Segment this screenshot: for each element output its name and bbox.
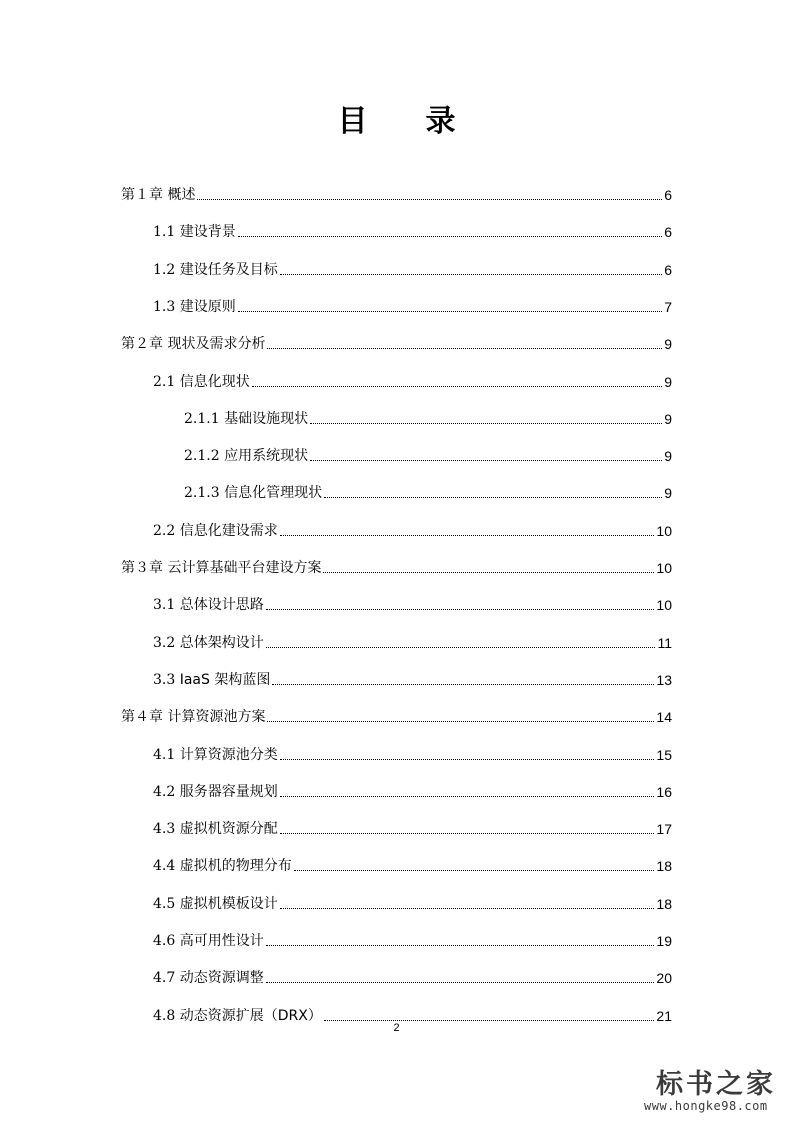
toc-entry-number: 第２章 [121, 336, 168, 352]
page-number: 2 [393, 1022, 400, 1034]
toc-entry-number: 3.1 [153, 597, 180, 613]
toc-entry-number: 4.1 [153, 747, 180, 763]
toc-entry-page: 7 [664, 299, 672, 315]
toc-entry[interactable] [153, 594, 672, 614]
toc-entry-number: 4.4 [153, 858, 180, 874]
toc-dot-leader [324, 1019, 655, 1021]
toc-entry[interactable] [153, 893, 672, 913]
toc-entry-page: 18 [656, 896, 672, 912]
toc-entry-title: 信息化建设需求 [179, 523, 278, 539]
toc-entry-number: 2.1.3 [184, 485, 225, 501]
watermark-title: 标书之家 [656, 1069, 776, 1100]
toc-entry-page: 20 [656, 970, 672, 986]
toc-dot-leader [238, 310, 662, 312]
toc-entry[interactable] [184, 445, 672, 465]
toc-entry-page: 9 [664, 485, 672, 501]
watermark-url: www.hongke98.com [644, 1099, 768, 1113]
toc-entry-page: 10 [656, 523, 672, 539]
toc-entry-number: 4.5 [153, 896, 180, 912]
toc-entry-title: 云计算基础平台建设方案 [167, 560, 322, 576]
toc-entry[interactable] [153, 744, 672, 764]
toc-entry-title: 高可用性设计 [179, 933, 264, 949]
toc-entry-page: 16 [656, 784, 672, 800]
toc-entry[interactable] [153, 669, 672, 689]
toc-entry-title: 动态资源扩展（DRX） [179, 1008, 322, 1024]
toc-entry-number: 第１章 [121, 187, 168, 203]
toc-entry-number: 4.8 [153, 1008, 180, 1024]
toc-entry-page: 6 [664, 224, 672, 240]
watermark-logo [640, 1062, 790, 1118]
toc-entry-title: 信息化现状 [179, 374, 250, 390]
toc-entry-number: 1.3 [153, 299, 180, 315]
toc-entry-page: 15 [656, 747, 672, 763]
toc-entry-title: 服务器容量规划 [179, 784, 278, 800]
toc-dot-leader [280, 273, 662, 275]
toc-dot-leader [238, 235, 662, 237]
toc-dot-leader [266, 944, 655, 946]
toc-dot-leader [280, 534, 655, 536]
toc-entry-title: 动态资源调整 [179, 970, 264, 986]
toc-entry-number: 4.2 [153, 784, 180, 800]
toc-entry-title: 虚拟机资源分配 [179, 821, 278, 837]
toc-entry-page: 9 [664, 336, 672, 352]
toc-entry[interactable] [153, 371, 672, 391]
toc-dot-leader [266, 981, 655, 983]
toc-entry-title: 建设背景 [179, 224, 236, 240]
toc-entry-page: 13 [656, 672, 672, 688]
toc-entry-title: 建设任务及目标 [179, 262, 278, 278]
toc-entry-title: 计算资源池方案 [167, 709, 266, 725]
toc-entry-title: IaaS 架构蓝图 [179, 672, 271, 688]
toc-entry-title: 基础设施现状 [224, 411, 309, 427]
toc-dot-leader [267, 347, 662, 349]
toc-dot-leader [310, 422, 662, 424]
toc-entry[interactable] [153, 520, 672, 540]
toc-dot-leader [252, 385, 662, 387]
toc-entry[interactable] [121, 706, 672, 726]
toc-entry-page: 18 [656, 858, 672, 874]
toc-dot-leader [310, 459, 662, 461]
toc-entry-page: 9 [664, 448, 672, 464]
toc-entry-number: 1.1 [153, 224, 180, 240]
toc-entry-title: 虚拟机模板设计 [179, 896, 278, 912]
toc-entry-title: 虚拟机的物理分布 [179, 858, 292, 874]
toc-entry-number: 2.2 [153, 523, 180, 539]
toc-entry-title: 总体架构设计 [179, 635, 264, 651]
toc-dot-leader [280, 795, 655, 797]
toc-entry-page: 6 [664, 187, 672, 203]
toc-dot-leader [197, 198, 662, 200]
toc-entry-number: 3.2 [153, 635, 180, 651]
toc-entry-title: 概述 [167, 187, 196, 203]
toc-dot-leader [272, 683, 654, 685]
toc-dot-leader [280, 907, 655, 909]
toc-entry-page: 6 [664, 262, 672, 278]
toc-entry-page: 9 [664, 374, 672, 390]
toc-entry-title: 建设原则 [179, 299, 236, 315]
toc-entry-page: 21 [656, 1008, 672, 1024]
toc-entry-number: 2.1.1 [184, 411, 225, 427]
toc-entry[interactable] [153, 296, 672, 316]
toc-entry-page: 9 [664, 411, 672, 427]
toc-entry-number: 4.7 [153, 970, 180, 986]
toc-entry-title: 现状及需求分析 [167, 336, 266, 352]
toc-entry[interactable] [153, 930, 672, 950]
toc-entry-number: 2.1 [153, 374, 180, 390]
toc-dot-leader [266, 646, 656, 648]
toc-entry-number: 第３章 [121, 560, 168, 576]
toc-entry-number: 4.6 [153, 933, 180, 949]
toc-entry-number: 第４章 [121, 709, 168, 725]
page-title: 目录 [337, 104, 514, 139]
toc-entry-title: 计算资源池分类 [179, 747, 278, 763]
toc-entry[interactable] [153, 818, 672, 838]
toc-dot-leader [280, 758, 655, 760]
toc-entry-title: 信息化管理现状 [224, 485, 323, 501]
toc-entry-number: 1.2 [153, 262, 180, 278]
toc-dot-leader [280, 832, 655, 834]
toc-entry-number: 2.1.2 [184, 448, 225, 464]
toc-entry[interactable] [153, 781, 672, 801]
toc-entry[interactable] [121, 557, 672, 577]
toc-entry[interactable] [184, 408, 672, 428]
toc-entry-page: 17 [656, 821, 672, 837]
toc-entry-page: 19 [656, 933, 672, 949]
toc-entry-title: 总体设计思路 [179, 597, 264, 613]
toc-entry-number: 4.3 [153, 821, 180, 837]
toc-entry[interactable] [153, 855, 672, 875]
toc-dot-leader [324, 496, 662, 498]
toc-dot-leader [266, 608, 655, 610]
toc-entry[interactable] [153, 259, 672, 279]
toc-entry[interactable] [184, 482, 672, 502]
toc-entry-number: 3.3 [153, 672, 180, 688]
toc-dot-leader [294, 869, 655, 871]
toc-entry[interactable] [153, 967, 672, 987]
toc-entry[interactable] [121, 333, 672, 353]
toc-dot-leader [323, 571, 654, 573]
toc-entry[interactable] [153, 632, 672, 652]
toc-entry-page: 10 [656, 597, 672, 613]
toc-entry-page: 14 [656, 709, 672, 725]
toc-entry-title: 应用系统现状 [224, 448, 309, 464]
toc-entry[interactable] [121, 184, 672, 204]
toc-entry-page: 10 [656, 560, 672, 576]
toc-dot-leader [267, 720, 654, 722]
toc-entry[interactable] [153, 221, 672, 241]
toc-entry-page: 11 [657, 635, 672, 651]
